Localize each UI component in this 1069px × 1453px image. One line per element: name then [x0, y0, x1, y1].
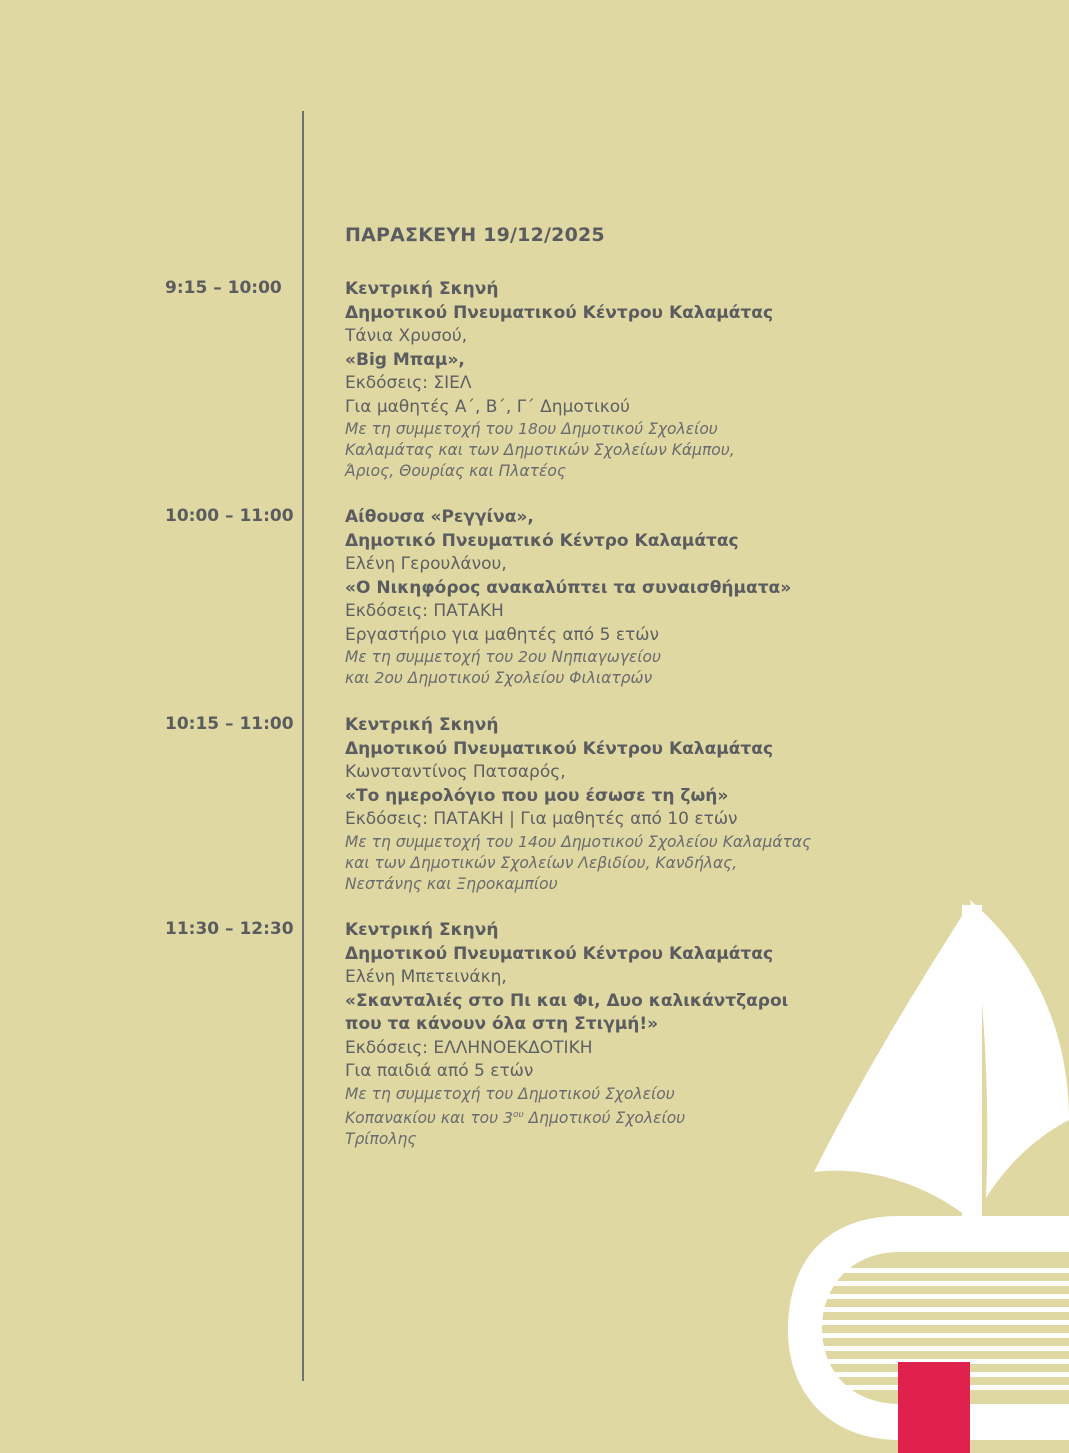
event-participation: και των Δημοτικών Σχολείων Λεβιδίου, Κανδήλας, — [345, 853, 738, 872]
event-venue: Κεντρική Σκηνή — [345, 920, 499, 940]
event-time: 10:15 – 11:00 — [165, 714, 294, 734]
event-publisher: Εκδόσεις: ΠΑΤΑΚΗ — [345, 601, 504, 621]
event-venue-detail: Δημοτικό Πνευματικό Κέντρο Καλαμάτας — [345, 530, 739, 551]
event-participation: Καλαμάτας και των Δημοτικών Σχολείων Κάμπου, — [345, 441, 735, 459]
event-author: Ελένη Γερουλάνου, — [345, 554, 507, 574]
event-participation: και 2ου Δημοτικού Σχολείου Φιλιατρών — [345, 669, 653, 687]
event-participation: Με τη συμμετοχή του 18ου Δημοτικού Σχολείου — [345, 420, 718, 438]
event-publisher: Εκδόσεις: ΣΙΕΛ — [345, 373, 472, 393]
event-author: Ελένη Μπετεινάκη, — [345, 967, 507, 987]
event-book-title: «Το ημερολόγιο που μου έσωσε τη ζωή» — [345, 785, 729, 806]
event-book-title-cont: που τα κάνουν όλα στη Στιγμή!» — [345, 1014, 659, 1034]
event-participation: Με τη συμμετοχή του 2ου Νηπιαγωγείου — [345, 648, 661, 666]
event-publisher: Εκδόσεις: ΠΑΤΑΚΗ | Για μαθητές από 10 ετών — [345, 809, 738, 829]
bookmark-shape — [898, 1362, 970, 1453]
event-audience: Εργαστήριο για μαθητές από 5 ετών — [345, 624, 659, 645]
event-venue: Αίθουσα «Ρεγγίνα», — [345, 507, 534, 527]
event-participation: Νεστάνης και Ξηροκαμπίου — [345, 874, 558, 893]
event-participation: Τρίπολης — [345, 1129, 417, 1148]
event-book-title: «Big Μπαμ», — [345, 349, 465, 370]
event-participation: Με τη συμμετοχή του Δημοτικού Σχολείου — [345, 1084, 675, 1103]
date-heading: ΠΑΡΑΣΚΕΥΗ 19/12/2025 — [345, 224, 605, 246]
event-venue: Κεντρική Σκηνή — [345, 279, 499, 299]
event-author: Κωνσταντίνος Πατσαρός, — [345, 762, 566, 782]
event-venue-detail: Δημοτικού Πνευματικού Κέντρου Καλαμάτας — [345, 302, 774, 323]
event-audience: Για μαθητές Α΄, Β΄, Γ΄ Δημοτικού — [345, 396, 630, 417]
event-venue: Κεντρική Σκηνή — [345, 715, 499, 735]
event-participation: Με τη συμμετοχή του 14ου Δημοτικού Σχολείου Καλαμάτας — [345, 832, 812, 851]
event-venue-detail: Δημοτικού Πνευματικού Κέντρου Καλαμάτας — [345, 738, 774, 759]
event-time: 10:00 – 11:00 — [165, 506, 294, 526]
participation-text: Κοπανακίου και του 3 — [345, 1108, 513, 1127]
event-venue-detail: Δημοτικού Πνευματικού Κέντρου Καλαμάτας — [345, 943, 774, 964]
event-author: Τάνια Χρυσού, — [345, 326, 468, 346]
participation-text: Δημοτικού Σχολείου — [523, 1108, 686, 1127]
event-time: 11:30 – 12:30 — [165, 919, 294, 939]
ordinal-suffix: ου — [512, 1109, 524, 1120]
event-book-title: «Ο Νικηφόρος ανακαλύπτει τα συναισθήματα» — [345, 577, 792, 598]
event-book-title: «Σκανταλιές στο Πι και Φι, Δυο καλικάντζαροι — [345, 990, 789, 1011]
event-audience: Για παιδιά από 5 ετών — [345, 1061, 534, 1081]
event-publisher: Εκδόσεις: ΕΛΛΗΝΟΕΚΔΟΤΙΚΗ — [345, 1037, 593, 1058]
event-participation: Άριος, Θουρίας και Πλατέος — [345, 462, 566, 480]
event-time: 9:15 – 10:00 — [165, 278, 282, 298]
